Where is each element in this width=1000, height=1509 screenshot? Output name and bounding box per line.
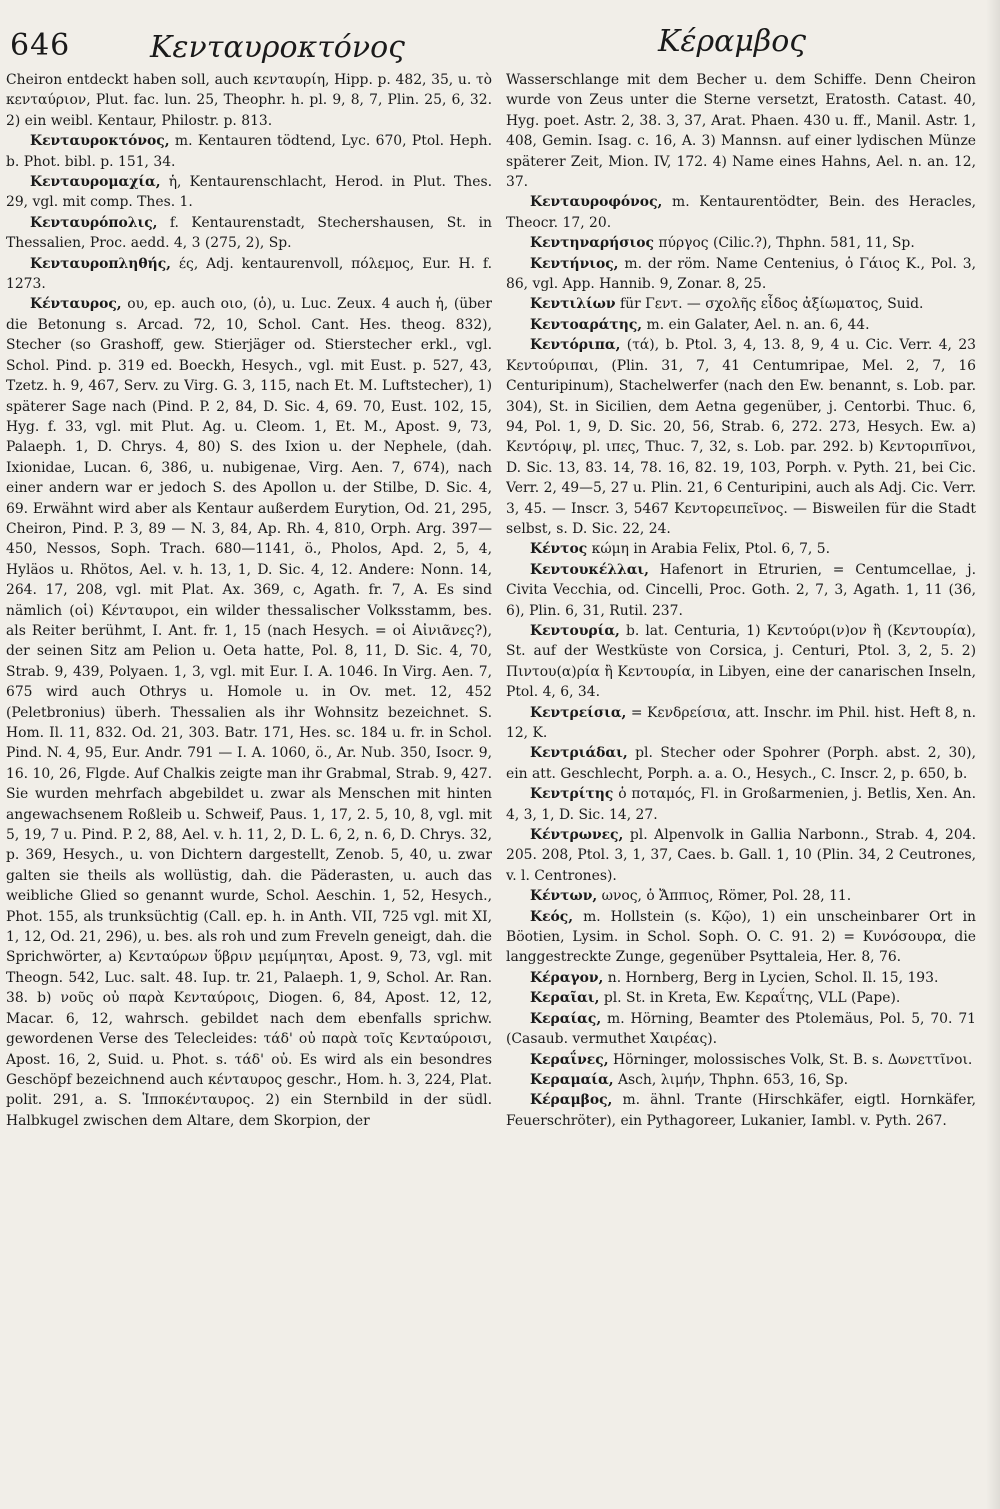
dictionary-entry bbox=[506, 1050, 976, 1070]
entry-text: m. Kentaurentödter, Bein. des Heracles, Theocr. 17, 20. bbox=[506, 194, 976, 231]
dictionary-entry bbox=[506, 539, 976, 559]
dictionary-entry bbox=[506, 784, 976, 825]
dictionary-entry bbox=[6, 70, 492, 131]
entry-headword: Κεντουρία, bbox=[530, 622, 620, 639]
entry-headword: Κεραμαία, bbox=[530, 1071, 614, 1088]
entry-text: n. Hornberg, Berg in Lycien, Schol. Il. 15, 193. bbox=[603, 969, 939, 986]
entry-headword: Κεραίας, bbox=[530, 1010, 602, 1027]
entry-headword: Κεντόριπα, bbox=[530, 337, 621, 354]
dictionary-entry bbox=[506, 70, 976, 192]
entry-text: f. Kentaurenstadt, Stechershausen, St. in Thessalien, Proc. aedd. 4, 3 (275, 2), Sp. bbox=[6, 214, 492, 252]
entry-headword: Κεντοαράτης, bbox=[530, 316, 643, 333]
dictionary-entry bbox=[506, 1070, 976, 1090]
entry-headword: Κενταυροπληθής, bbox=[30, 255, 171, 272]
dictionary-entry bbox=[506, 254, 976, 295]
dictionary-entry bbox=[506, 294, 976, 314]
dictionary-entry bbox=[6, 213, 492, 254]
entry-text: b. lat. Centuria, 1) Κεντούρι(ν)ον ἢ (Κεντουρία), St. auf der Westküste von Corsica, j. Centuri, Ptol. 3, 2, 5. 2) Πιντου(α)ρία ἢ Κεντουρία, in Libyen, eine der canarischen Inseln, Ptol. 4, 6, 34. bbox=[506, 622, 976, 701]
dictionary-entry bbox=[506, 1009, 976, 1050]
entry-text: ὁ ποταμός, Fl. in Großarmenien, j. Betlis, Xen. An. 4, 3, 1, D. Sic. 14, 27. bbox=[506, 786, 976, 823]
dictionary-entry bbox=[506, 886, 976, 906]
entry-headword: Κεντρίτης bbox=[530, 786, 614, 803]
entry-text: ές, Adj. kentaurenvoll, πόλεμος, Eur. H. f. 1273. bbox=[6, 255, 492, 293]
dictionary-entry bbox=[506, 907, 976, 968]
entry-text: Asch, λιμήν, Thphn. 653, 16, Sp. bbox=[613, 1071, 849, 1088]
entry-text: Hörninger, molossisches Volk, St. B. s. Δωνεττῖνοι. bbox=[608, 1051, 973, 1068]
dictionary-entry bbox=[506, 988, 976, 1008]
dictionary-entry bbox=[506, 192, 976, 233]
entry-text: m. ein Galater, Ael. n. an. 6, 44. bbox=[642, 316, 870, 333]
entry-text: m. Hörning, Beamter des Ptolemäus, Pol. 5, 70. 71 (Casaub. vermuthet Χαιρέας). bbox=[506, 1010, 976, 1048]
dictionary-entry bbox=[506, 560, 976, 621]
entry-text: Hafenort in Etrurien, = Centumcellae, j. Civita Vecchia, od. Cincelli, Proc. Goth. 2, 7, 3, Agath. 1, 11 (36, 6), Plin. 6, 31, Rutil. 237. bbox=[506, 561, 976, 619]
entry-headword: Κενταυροφόνος, bbox=[530, 194, 663, 211]
entry-text: m. der röm. Name Centenius, ὁ Γάιος Κ., Pol. 3, 86, vgl. App. Hannib. 9, Zonar. 8, 25. bbox=[506, 255, 976, 293]
entry-text: m. Kentauren tödtend, Lyc. 670, Ptol. Heph. b. Phot. bibl. p. 151, 34. bbox=[6, 133, 492, 170]
entry-text: = Κενδρείσια, att. Inschr. im Phil. hist. Heft 8, n. 12, K. bbox=[506, 704, 976, 741]
entry-headword: Κεντηναρήσιος bbox=[530, 235, 654, 252]
dictionary-entry bbox=[506, 621, 976, 703]
entry-text: für Γεντ. — σχολῆς εἶδος ἀξίωματος, Suid. bbox=[615, 296, 924, 313]
entry-text: ου, ep. auch οιο, (ὁ), u. Luc. Zeux. 4 auch ἡ, (über die Betonung s. Arcad. 72, 10, Schol. Cant. Hes. theog. 832), Stecher (so Grashoff, gew. Stierjäger od. Stierstecher erkl., vgl. Schol. Pind. p. 319 ed. Boeckh, Hesych., vgl. mit Eust. p. 527, 43, Tzetz. h. 9, 467, Serv. zu Virg. G. 3, 115, nach Et. M. Luftstecher), 1) späterer Sage nach (Pind. P. 2, 84, D. Sic. 4, 69. 70, Eust. 102, 15, Hyg. f. 33, vgl. mit Plut. Ag. u. Cleom. 1, Et. M., Apost. 9, 73, Palaeph. 1, D. Chrys. 4, 80) S. des Ixion u. der Nephele, (dah. Ixionidae, Lucan. 6, 386, u. nubigenae, Virg. Aen. 7, 674), nach einer andern war er jedoch S. des Apollon u. der Stilbe, D. Sic. 4, 69. Erwähnt wird aber als Kentaur außerdem Eurytion, Od. 21, 295, Cheiron, Pind. P. 3, 89 — N. 3, 84, Ap. Rh. 4, 810, Orph. Arg. 397—450, Nessos, Soph. Trach. 680—1141, ö., Pholos, Apd. 2, 5, 4, Hyläos u. Rhötos, Ael. v. h. 13, 1, D. Sic. 4, 12. Andere: Nonn. 14, 264. 17, 208, vgl. mit Plat. Ax. 369, c, Agath. fr. 7, A. Es sind nämlich (οἱ) Κένταυροι, ein wilder thessalischer Volksstamm, bes. als Reiter berühmt, I. Ant. fr. 1, 15 (nach Hesych. = οἱ Αἰνιᾶνες?), der seinen Sitz am Pelion u. Oeta hatte, Pol. 8, 11, D. Sic. 4, 70, Strab. 9, 439, Polyaen. 1, 3, vgl. mit Eur. I. A. 1046. In Virg. Aen. 7, 675 wird auch Othrys u. Homole u. in Ov. met. 12, 452 (Peletbronius) überh. Thessalien als ihr Wohnsitz bezeichnet. S. Hom. Il. 11, 832. Od. 21, 303. Batr. 171, Hes. sc. 184 u. fr. in Schol. Pind. N. 4, 95, Eur. Andr. 791 — I. A. 1060, ö., Ar. Nub. 350, Isocr. 9, 16. 10, 26, Flgde. Auf Chalkis zeigte man ihr Grabmal, Strab. 9, 427. Sie wurden mehrfach abgebildet u. zwar als Menschen mit hinten angewachsenem Roßleib u. Schweif, Paus. 1, 17, 2. 5, 10, 8, vgl. mit 5, 19, 7 u. Pind. P. 2, 88, Ael. v. h. 11, 2, D. L. 6, 2, n. 6, D. Chrys. 32, p. 369, Hesych., u. von Dichtern dargestellt, Zenob. 5, 40, u. zwar galten sie theils als wollüstig, dah. die Päderasten, u. auch das weibliche Glied so genannt wurde, Schol. Aeschin. 1, 52, Hesych., Phot. 155, als trunksüchtig (Call. ep. h. in Anth. VII, 725 vgl. mit XI, 1, 12, Od. 21, 296), u. bes. als roh und zum Freveln geneigt, dah. die Sprichwörter, a) Κενταύρων ὕβριν μεμίμηται, Apost. 9, 73, vgl. mit Theogn. 542, Luc. salt. 48. Iup. tr. 21, Palaeph. 1, 9, Schol. Ar. Ran. 38. b) νοῦς οὐ παρὰ Κενταύροις, Diogen. 6, 84, Apost. 12, 12, Macar. 6, 12, wahrsch. gebildet nach dem ebenfalls sprichw. gewordenen Verse des Telecleides: τάδ' οὐ παρὰ τοῖς Κενταύροισι, Apost. 16, 2, Suid. u. Phot. s. τάδ' οὐ. Es wird als ein besondres Geschöpf bezeichnend auch κένταυρος geschr., Hom. h. 3, 224, Plat. polit. 291, a. S. Ἱπποκένταυρος. 2) ein Sternbild in der südl. Halbkugel zwischen dem Altare, dem Skorpion, der bbox=[6, 296, 492, 1129]
page-fold-shadow bbox=[986, 0, 1000, 1509]
entry-text: m. ähnl. Trante (Hirschkäfer, eigtl. Hornkäfer, Feuerschröter), ein Pythagoreer, Lukanier, Iambl. v. Pyth. 267. bbox=[506, 1092, 976, 1129]
entry-text: pl. Alpenvolk in Gallia Narbonn., Strab. 4, 204. 205. 208, Ptol. 3, 1, 37, Caes. b. Gall. 1, 10 (Plin. 34, 2 Ceutrones, v. l. Centrones). bbox=[506, 827, 976, 884]
left-column bbox=[6, 70, 492, 1502]
entry-headword: Κεντουκέλλαι, bbox=[530, 561, 649, 578]
dictionary-entry bbox=[506, 703, 976, 744]
entry-text: pl. Stecher oder Spohrer (Porph. abst. 2, 30), ein att. Geschlecht, Porph. a. a. O., Hesych., C. Inscr. 2, p. 650, b. bbox=[506, 745, 976, 782]
page-number: 646 bbox=[10, 28, 71, 63]
entry-text: ἡ, Kentaurenschlacht, Herod. in Plut. Thes. 29, vgl. mit comp. Thes. 1. bbox=[6, 174, 492, 211]
entry-text: pl. St. in Kreta, Ew. Κεραΐτης, VLL (Pape). bbox=[599, 990, 901, 1007]
entry-headword: Κεντιλίων bbox=[530, 296, 616, 313]
entry-headword: Κεραΐνες, bbox=[530, 1051, 609, 1068]
entry-text: m. Hollstein (s. Κῷο), 1) ein unscheinbarer Ort in Böotien, Lysim. in Schol. Soph. O. C. 91. 2) = Κυνόσουρα, die langgestreckte Zunge, gegenüber Psyttaleia, Her. 8, 76. bbox=[506, 908, 976, 966]
entry-headword: Κέραγον, bbox=[530, 969, 604, 986]
left-running-headword: Κενταυροκτόνος bbox=[150, 30, 405, 65]
entry-headword: Κεραῖαι, bbox=[530, 990, 600, 1007]
dictionary-entry bbox=[6, 254, 492, 295]
dictionary-entry bbox=[6, 131, 492, 172]
dictionary-entry bbox=[506, 825, 976, 886]
entry-headword: Κένταυρος, bbox=[30, 296, 122, 313]
dictionary-entry bbox=[506, 233, 976, 253]
dictionary-entry bbox=[506, 743, 976, 784]
dictionary-entry bbox=[506, 1090, 976, 1131]
right-running-headword: Κέραμβος bbox=[658, 24, 807, 59]
dictionary-entry bbox=[6, 172, 492, 213]
entry-headword: Κέντων, bbox=[530, 888, 598, 905]
dictionary-entry bbox=[506, 968, 976, 988]
right-column bbox=[506, 70, 976, 1502]
entry-headword: Κεός, bbox=[530, 908, 574, 925]
dictionary-entry bbox=[506, 335, 976, 539]
entry-text: Cheiron entdeckt haben soll, auch κενταυρίη, Hipp. p. 482, 35, u. τὸ κενταύριον, Plut. fac. lun. 25, Theophr. h. pl. 9, 8, 7, Plin. 25, 6, 32. 2) ein weibl. Kentaur, Philostr. p. 813. bbox=[6, 72, 492, 129]
entry-text: κώμη in Arabia Felix, Ptol. 6, 7, 5. bbox=[587, 541, 831, 558]
dictionary-entry bbox=[6, 294, 492, 1131]
entry-headword: Κεντριάδαι, bbox=[530, 745, 628, 762]
entry-headword: Κέντος bbox=[530, 541, 588, 558]
entry-text: ωνος, ὁ Ἄππιος, Römer, Pol. 28, 11. bbox=[597, 888, 852, 905]
entry-text: (τά), b. Ptol. 3, 4, 13. 8, 9, 4 u. Cic. Verr. 4, 23 Κεντούριπαι, (Plin. 31, 7, 41 Centumripae, Mel. 2, 7, 16 Centuripinum), Stachelwerfer (nach den Ew. benannt, s. Lob. par. 304), St. in Sicilien, dem Aetna gegenüber, j. Centorbi. Thuc. 6, 94, Pol. 1, 9, D. Sic. 20, 56, Strab. 6, 272. 273, Hesych. Ew. a) Κεντόριψ, pl. ιπες, Thuc. 7, 32, s. Lob. par. 292. b) Κεντοριπῖνοι, D. Sic. 13, 83. 14, 78. 16, 82. 19, 103, Porph. v. Pyth. 21, bei Cic. Verr. 2, 49—5, 27 u. Plin. 21, 6 Centuripini, auch als Adj. Cic. Verr. 3, 45. — Inscr. 3, 5467 Κεντορειπεῖνος. — Bisweilen für die Stadt selbst, s. D. Sic. 22, 24. bbox=[506, 337, 976, 537]
entry-headword: Κεντήνιος, bbox=[530, 255, 619, 272]
entry-text: Wasserschlange mit dem Becher u. dem Schiffe. Denn Cheiron wurde von Zeus unter die Sterne versetzt, Eratosth. Catast. 40, Hyg. poet. Astr. 2, 38. 3, 37, Arat. Phaen. 430 u. ff., Manil. Astr. 1, 408, Gemin. Isag. c. 16, A. 3) Mannsn. auf einer lydischen Münze späterer Zeit, Mion. IV, 172. 4) Name eines Hahns, Ael. n. an. 12, 37. bbox=[506, 72, 976, 191]
page-header bbox=[0, 14, 1000, 65]
dictionary-entry bbox=[506, 315, 976, 335]
entry-headword: Κέραμβος, bbox=[530, 1092, 613, 1109]
entry-headword: Κέντρωνες, bbox=[530, 827, 624, 844]
entry-text: πύργος (Cilic.?), Thphn. 581, 11, Sp. bbox=[653, 235, 915, 252]
entry-headword: Κεντρείσια, bbox=[530, 704, 627, 721]
entry-headword: Κενταυρομαχία, bbox=[30, 174, 161, 191]
entry-headword: Κενταυροκτόνος, bbox=[30, 133, 170, 150]
entry-headword: Κενταυρόπολις, bbox=[30, 214, 158, 231]
